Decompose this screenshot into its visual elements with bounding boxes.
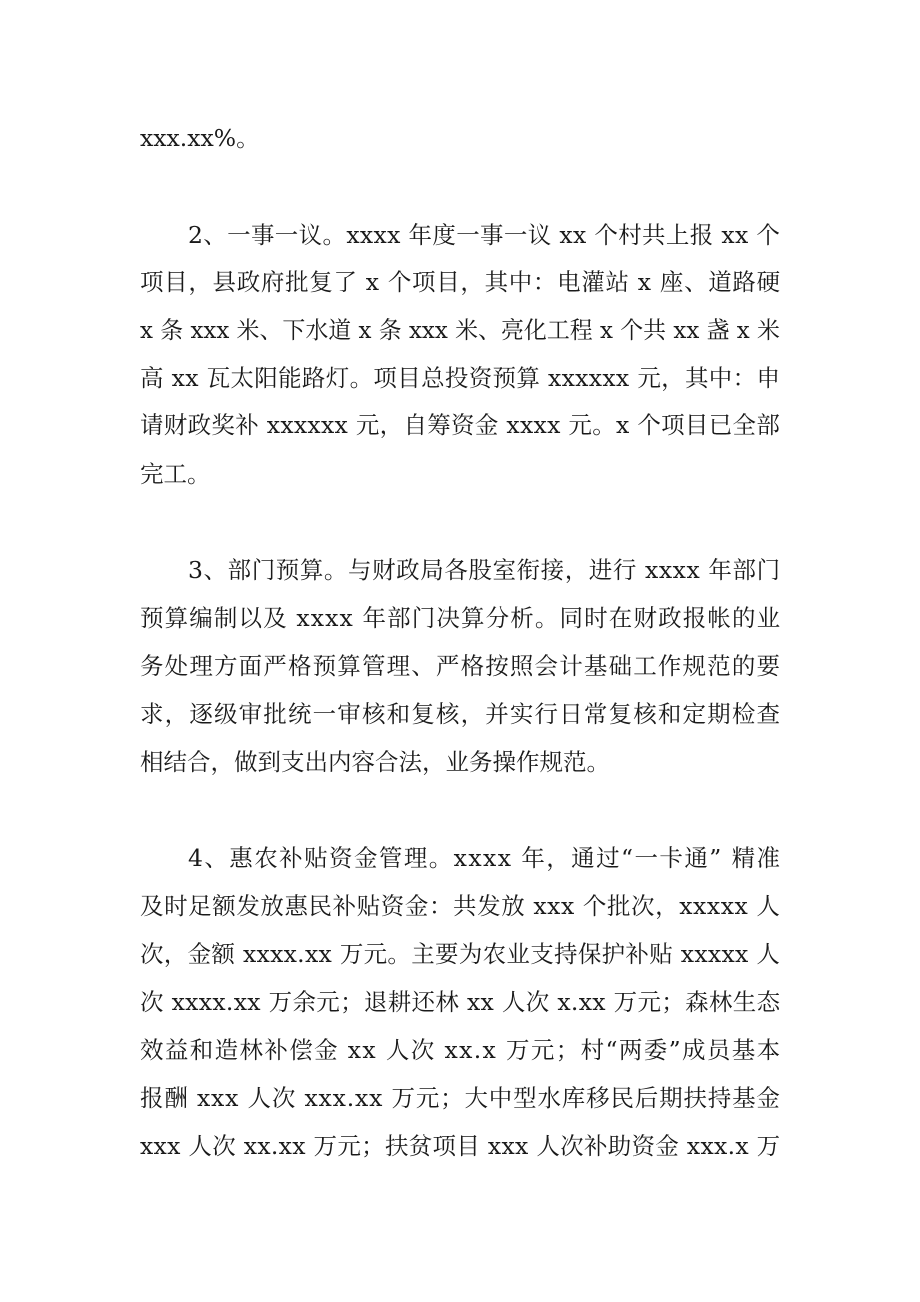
paragraph-3-line-2 xyxy=(0,889,920,923)
paragraph-2-line-2 xyxy=(0,601,920,635)
text-line: 预算编制以及 xxxx 年部门决算分析。同时在财政报帐的业 xyxy=(140,604,782,632)
paragraph-1-line-2 xyxy=(0,265,920,299)
text-line: 相结合，做到支出内容合法，业务操作规范。 xyxy=(140,748,610,776)
paragraph-3-line-5 xyxy=(0,1033,920,1067)
paragraph-1-line-6 xyxy=(0,457,920,491)
text-line: x 条 xxx 米、下水道 x 条 xxx 米、亮化工程 x 个共 xx 盏 x 米 xyxy=(140,316,780,344)
text-line: 完工。 xyxy=(140,460,211,488)
text-line: 务处理方面严格预算管理、严格按照会计基础工作规范的要 xyxy=(140,652,782,680)
paragraph-3-line-3 xyxy=(0,937,920,971)
text-line: 次，金额 xxxx.xx 万元。主要为农业支持保护补贴 xxxxx 人 xyxy=(140,940,781,968)
text-line: 报酬 xxx 人次 xxx.xx 万元；大中型水库移民后期扶持基金 xyxy=(140,1084,781,1112)
paragraph-1-line-4 xyxy=(0,361,920,395)
text-line: xxx.xx%。 xyxy=(140,124,260,152)
text-line: 高 xx 瓦太阳能路灯。项目总投资预算 xxxxxx 元，其中：申 xyxy=(140,364,781,392)
paragraph-3-line-4 xyxy=(0,985,920,1019)
text-line: xxx 人次 xx.xx 万元；扶贫项目 xxx 人次补助资金 xxx.x 万 xyxy=(140,1132,781,1160)
paragraph-1-line-3 xyxy=(0,313,920,347)
paragraph-3-line-1 xyxy=(0,841,920,875)
text-line: 次 xxxx.xx 万余元；退耕还林 xx 人次 x.xx 万元；森林生态 xyxy=(140,988,781,1016)
paragraph-0-line-1 xyxy=(0,121,920,155)
text-line: 3、部门预算。与财政局各股室衔接，进行 xxxx 年部门 xyxy=(188,556,781,584)
paragraph-2-line-1 xyxy=(0,553,920,587)
paragraph-2-line-3 xyxy=(0,649,920,683)
paragraph-2-line-4 xyxy=(0,697,920,731)
text-line: 效益和造林补偿金 xx 人次 xx.x 万元；村“两委”成员基本 xyxy=(140,1036,782,1064)
paragraph-3-line-7 xyxy=(0,1129,920,1163)
paragraph-1-line-1 xyxy=(0,218,920,252)
text-line: 请财政奖补 xxxxxx 元，自筹资金 xxxx 元。x 个项目已全部 xyxy=(140,411,781,439)
paragraph-3-line-6 xyxy=(0,1081,920,1115)
text-line: 求，逐级审批统一审核和复核，并实行日常复核和定期检查 xyxy=(140,700,782,728)
paragraph-2-line-5 xyxy=(0,745,920,779)
text-line: 项目，县政府批复了 x 个项目，其中：电灌站 x 座、道路硬 xyxy=(140,268,781,296)
text-line: 2、一事一议。xxxx 年度一事一议 xx 个村共上报 xx 个 xyxy=(188,221,781,249)
text-line: 4、惠农补贴资金管理。xxxx 年，通过“一卡通” 精准 xyxy=(188,844,782,872)
paragraph-1-line-5 xyxy=(0,408,920,442)
text-line: 及时足额发放惠民补贴资金：共发放 xxx 个批次，xxxxx 人 xyxy=(140,892,781,920)
